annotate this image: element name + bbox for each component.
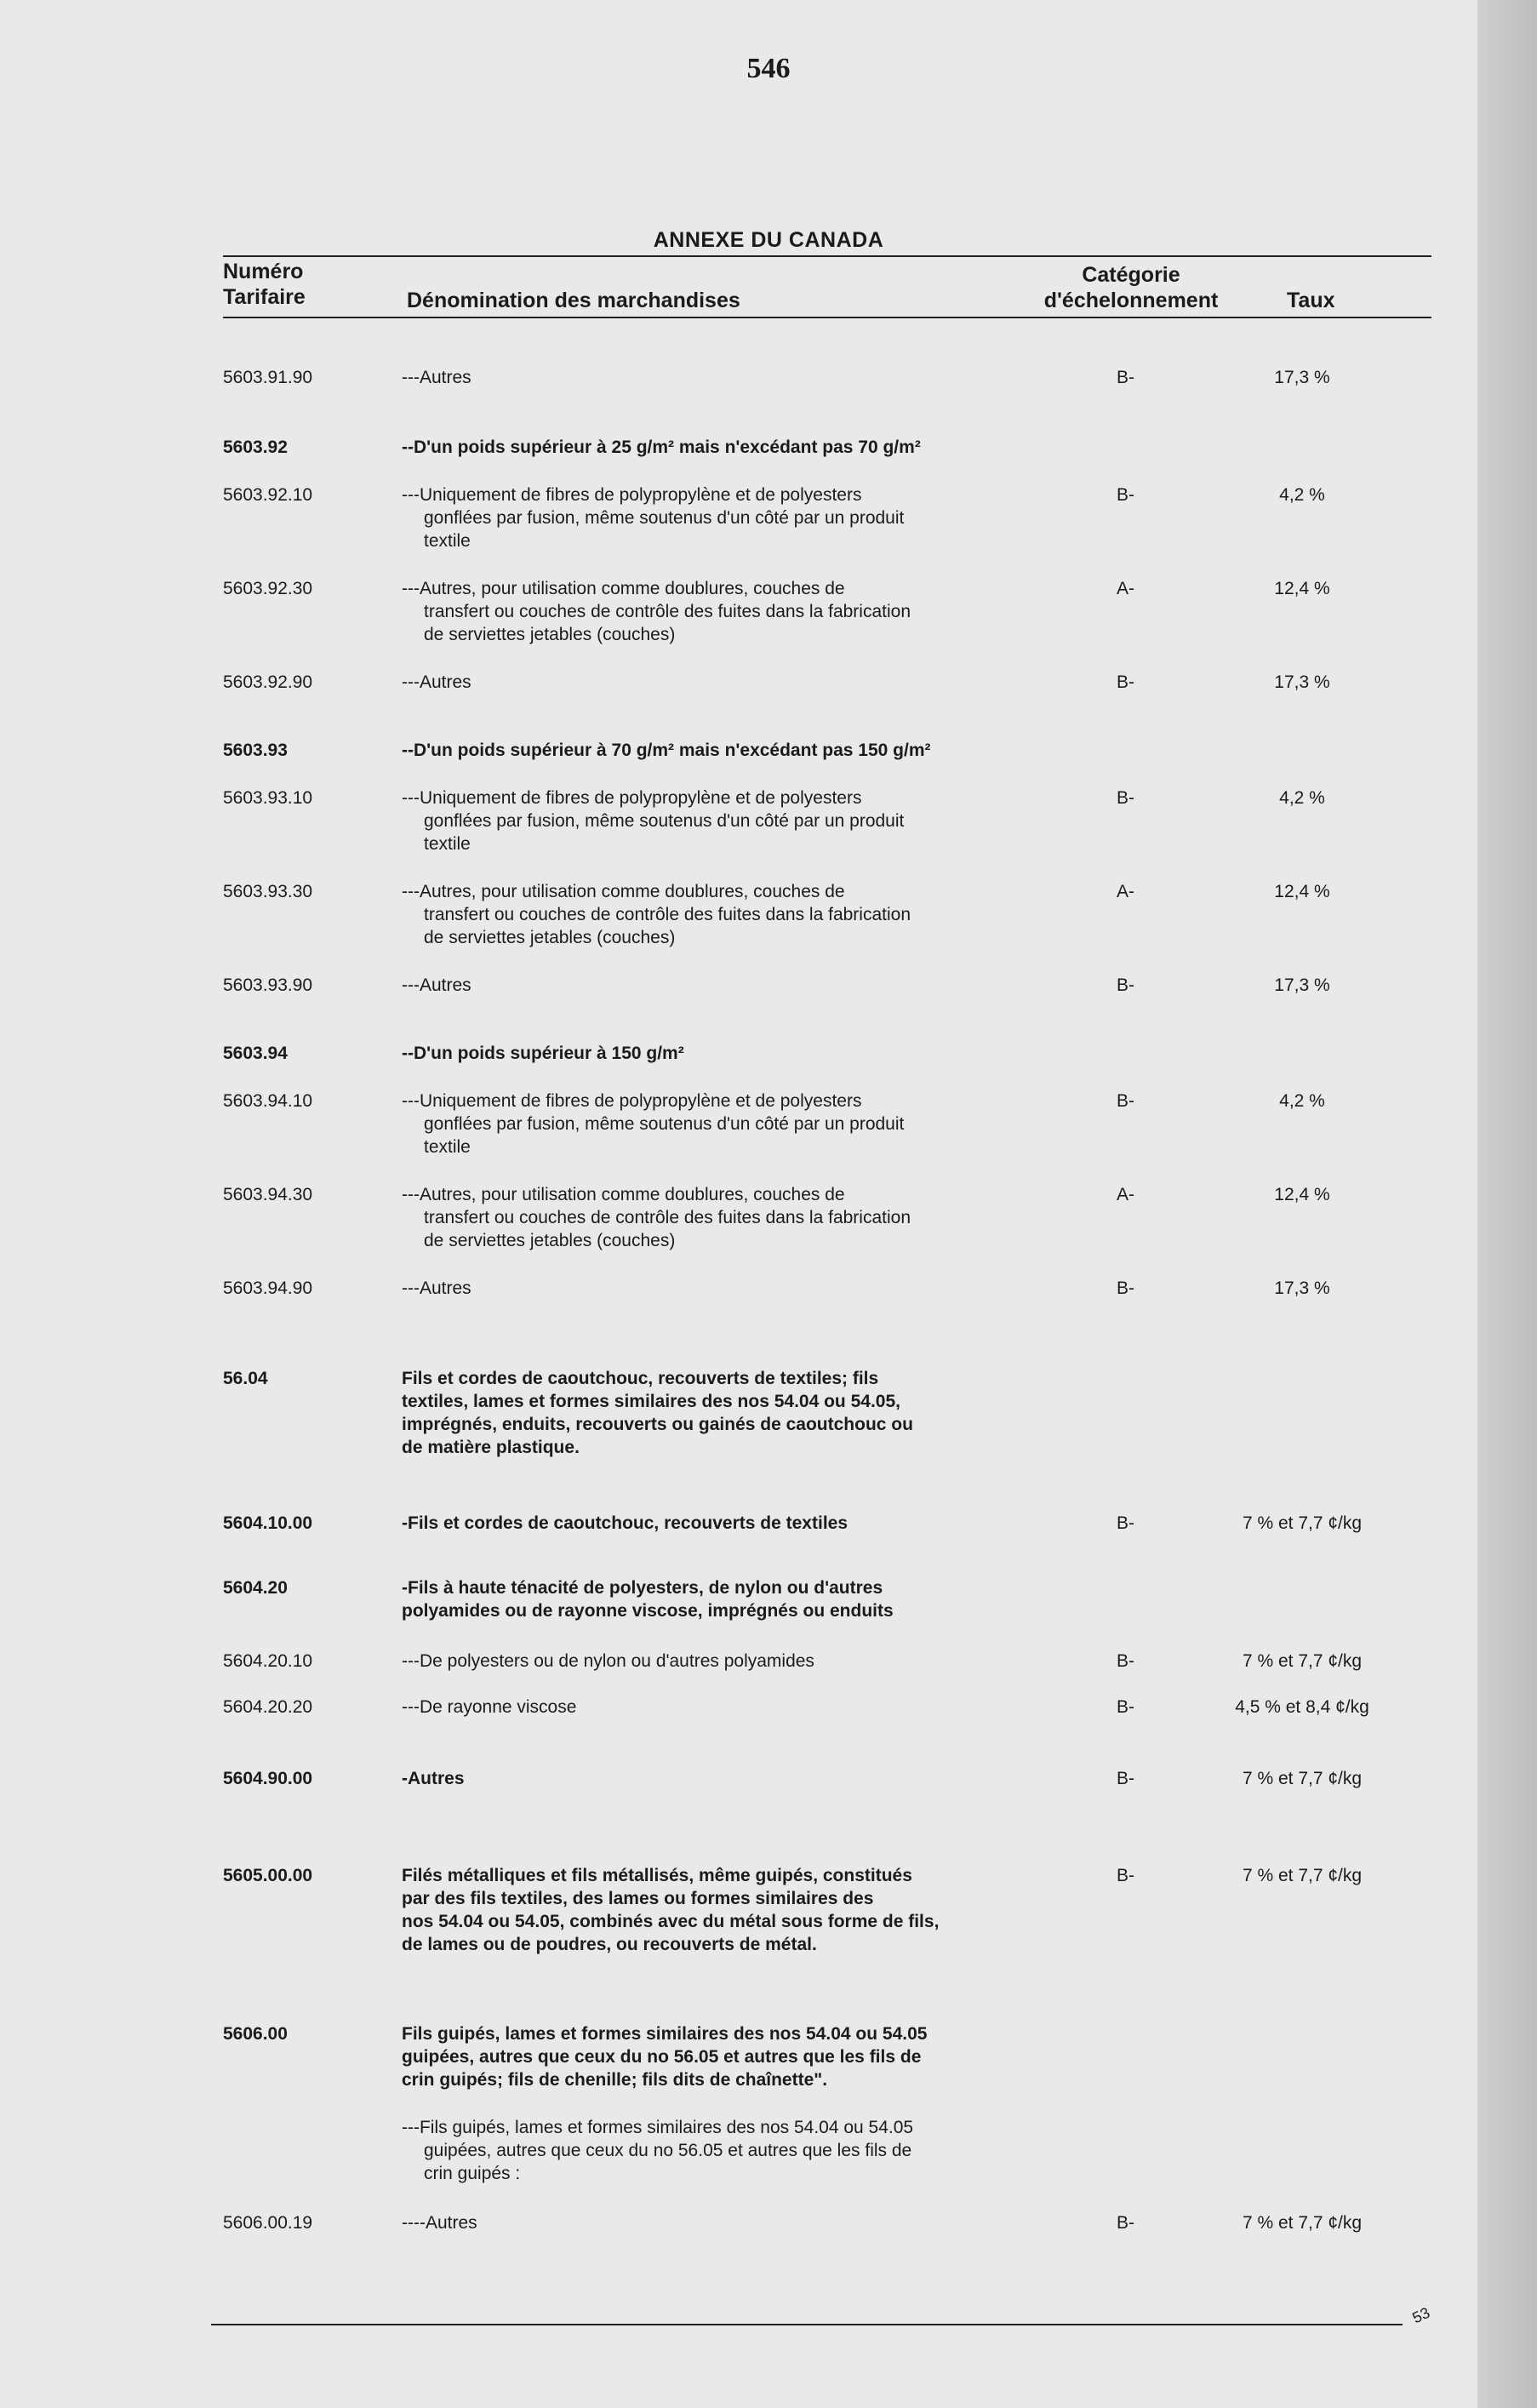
header-bottom-rule — [223, 317, 1431, 318]
staging-category: B- — [1117, 1866, 1134, 1885]
description-line: ---Uniquement de fibres de polypropylène et de polyesters — [402, 788, 862, 808]
tariff-rate: 7 % et 7,7 ¢/kg — [1242, 2213, 1363, 2233]
staging-category: B- — [1117, 368, 1134, 387]
goods-description — [402, 671, 980, 694]
tariff-code: 5604.90.00 — [223, 1769, 313, 1788]
staging-category: B- — [1117, 1513, 1134, 1533]
description-line: gonflées par fusion, même soutenus d'un côté par un produit — [424, 811, 905, 831]
tariff-code: 5603.92.10 — [223, 485, 313, 505]
page-edge-shadow — [1477, 0, 1537, 2408]
goods-description — [402, 974, 980, 997]
description-line: textile — [424, 531, 471, 551]
description-line: ---Autres, pour utilisation comme doublures, couches de — [402, 1185, 845, 1204]
description-line: imprégnés, enduits, recouverts ou gainés de caoutchouc ou — [402, 1415, 913, 1434]
tariff-code: 5604.10.00 — [223, 1513, 313, 1533]
description-line: crin guipés : — [424, 2164, 521, 2183]
description-line: Filés métalliques et fils métallisés, même guipés, constitués — [402, 1866, 912, 1885]
goods-description — [402, 1512, 980, 1535]
staging-category: B- — [1117, 1769, 1134, 1788]
goods-description — [402, 366, 980, 389]
tariff-code: 5603.92 — [223, 438, 288, 457]
description-line: --D'un poids supérieur à 70 g/m² mais n'excédant pas 150 g/m² — [402, 741, 931, 760]
description-line: ---Autres — [402, 1278, 471, 1298]
description-line: ----Autres — [402, 2213, 477, 2233]
description-line: textile — [424, 834, 471, 854]
header-category-line2: d'échelonnement — [1043, 289, 1219, 312]
goods-description — [402, 739, 980, 762]
tariff-code: 5603.94.10 — [223, 1091, 313, 1111]
description-line: de serviettes jetables (couches) — [424, 1231, 676, 1250]
tariff-rate: 17,3 % — [1274, 368, 1330, 387]
tariff-rate: 12,4 % — [1274, 882, 1330, 901]
goods-description — [402, 786, 980, 855]
description-line: -Fils à haute ténacité de polyesters, de nylon ou d'autres — [402, 1578, 883, 1598]
description-line: --D'un poids supérieur à 25 g/m² mais n'excédant pas 70 g/m² — [402, 438, 921, 457]
description-line: -Fils et cordes de caoutchouc, recouverts de textiles — [402, 1513, 848, 1533]
description-line: ---Autres, pour utilisation comme doublures, couches de — [402, 579, 845, 598]
description-line: de serviettes jetables (couches) — [424, 928, 676, 947]
description-line: ---Uniquement de fibres de polypropylène et de polyesters — [402, 485, 862, 505]
annex-title: ANNEXE DU CANADA — [653, 228, 884, 252]
description-line: transfert ou couches de contrôle des fuites dans la fabrication — [424, 1208, 911, 1227]
staging-category: B- — [1117, 788, 1134, 808]
staging-category: B- — [1117, 975, 1134, 995]
tariff-code: 5603.93.30 — [223, 882, 313, 901]
staging-category: B- — [1117, 485, 1134, 505]
goods-description — [402, 1277, 980, 1300]
staging-category: B- — [1117, 1697, 1134, 1717]
goods-description — [402, 577, 980, 646]
description-line: ---Uniquement de fibres de polypropylène et de polyesters — [402, 1091, 862, 1111]
tariff-rate: 17,3 % — [1274, 672, 1330, 692]
tariff-code: 5606.00.19 — [223, 2213, 313, 2233]
goods-description — [402, 1576, 980, 1622]
tariff-rate: 7 % et 7,7 ¢/kg — [1242, 1651, 1363, 1671]
description-line: textile — [424, 1137, 471, 1157]
description-line: de matière plastique. — [402, 1438, 580, 1457]
tariff-rate: 7 % et 7,7 ¢/kg — [1242, 1866, 1363, 1885]
description-line: transfert ou couches de contrôle des fuites dans la fabrication — [424, 905, 911, 924]
header-category — [1033, 262, 1229, 313]
tariff-code: 5603.93.90 — [223, 975, 313, 995]
description-line: ---De rayonne viscose — [402, 1697, 577, 1717]
tariff-code: 5603.94 — [223, 1044, 288, 1063]
goods-description — [402, 1767, 980, 1790]
staging-category: B- — [1117, 2213, 1134, 2233]
description-line: textiles, lames et formes similaires des nos 54.04 ou 54.05, — [402, 1392, 900, 1411]
description-line: ---Autres — [402, 368, 471, 387]
footer-number: 53 — [1409, 2303, 1433, 2327]
tariff-rate: 7 % et 7,7 ¢/kg — [1242, 1769, 1363, 1788]
goods-description — [402, 1042, 980, 1065]
staging-category: B- — [1117, 672, 1134, 692]
staging-category: B- — [1117, 1278, 1134, 1298]
tariff-rate: 4,2 % — [1279, 788, 1325, 808]
tariff-rate: 7 % et 7,7 ¢/kg — [1242, 1513, 1363, 1533]
header-tariff-line2: Tarifaire — [223, 285, 306, 309]
staging-category: A- — [1117, 1185, 1134, 1204]
header-top-rule — [223, 255, 1431, 257]
header-rate: Taux — [1287, 289, 1335, 312]
footer-rule — [211, 2324, 1403, 2325]
description-line: de lames ou de poudres, ou recouverts de métal. — [402, 1935, 817, 1954]
description-line: Fils et cordes de caoutchouc, recouverts de textiles; fils — [402, 1369, 879, 1388]
tariff-code: 5603.92.90 — [223, 672, 313, 692]
tariff-code: 5603.93.10 — [223, 788, 313, 808]
goods-description — [402, 1090, 980, 1158]
description-line: de serviettes jetables (couches) — [424, 625, 676, 644]
goods-description — [402, 2116, 980, 2185]
page-number: 546 — [746, 53, 791, 84]
tariff-code: 5604.20 — [223, 1578, 288, 1598]
description-line: ---Autres — [402, 975, 471, 995]
goods-description — [402, 1650, 980, 1673]
description-line: ---Autres, pour utilisation comme doublures, couches de — [402, 882, 845, 901]
tariff-code: 5604.20.10 — [223, 1651, 313, 1671]
goods-description — [402, 1864, 980, 1956]
description-line: ---De polyesters ou de nylon ou d'autres polyamides — [402, 1651, 814, 1671]
description-line: gonflées par fusion, même soutenus d'un côté par un produit — [424, 1114, 905, 1134]
description-line: guipées, autres que ceux du no 56.05 et autres que les fils de — [402, 2047, 922, 2067]
header-description: Dénomination des marchandises — [407, 289, 740, 312]
goods-description — [402, 1183, 980, 1252]
description-line: polyamides ou de rayonne viscose, imprégnés ou enduits — [402, 1601, 894, 1621]
tariff-code: 5603.94.30 — [223, 1185, 313, 1204]
staging-category: B- — [1117, 1091, 1134, 1111]
tariff-rate: 12,4 % — [1274, 1185, 1330, 1204]
header-tariff-line1: Numéro — [223, 260, 304, 283]
description-line: --D'un poids supérieur à 150 g/m² — [402, 1044, 684, 1063]
description-line: ---Autres — [402, 672, 471, 692]
tariff-rate: 17,3 % — [1274, 1278, 1330, 1298]
tariff-rate: 12,4 % — [1274, 579, 1330, 598]
staging-category: B- — [1117, 1651, 1134, 1671]
description-line: transfert ou couches de contrôle des fuites dans la fabrication — [424, 602, 911, 621]
tariff-rate: 4,2 % — [1279, 1091, 1325, 1111]
tariff-code: 5603.92.30 — [223, 579, 313, 598]
tariff-rate: 4,5 % et 8,4 ¢/kg — [1235, 1697, 1369, 1717]
goods-description — [402, 1367, 980, 1459]
description-line: Fils guipés, lames et formes similaires des nos 54.04 ou 54.05 — [402, 2024, 928, 2044]
description-line: gonflées par fusion, même soutenus d'un côté par un produit — [424, 508, 905, 528]
goods-description — [402, 1696, 980, 1719]
header-tariff-number — [223, 259, 306, 310]
tariff-code: 5606.00 — [223, 2024, 288, 2044]
tariff-code: 5603.93 — [223, 741, 288, 760]
staging-category: A- — [1117, 882, 1134, 901]
description-line: par des fils textiles, des lames ou formes similaires des — [402, 1889, 874, 1908]
tariff-code: 5603.94.90 — [223, 1278, 313, 1298]
goods-description — [402, 483, 980, 552]
tariff-code: 56.04 — [223, 1369, 268, 1388]
goods-description — [402, 2022, 980, 2091]
goods-description — [402, 436, 980, 459]
tariff-code: 5604.20.20 — [223, 1697, 313, 1717]
tariff-rate: 4,2 % — [1279, 485, 1325, 505]
goods-description — [402, 2211, 980, 2234]
description-line: guipées, autres que ceux du no 56.05 et autres que les fils de — [424, 2141, 912, 2160]
description-line: nos 54.04 ou 54.05, combinés avec du métal sous forme de fils, — [402, 1912, 940, 1931]
description-line: -Autres — [402, 1769, 465, 1788]
goods-description — [402, 880, 980, 949]
description-line: ---Fils guipés, lames et formes similaires des nos 54.04 ou 54.05 — [402, 2118, 914, 2137]
tariff-rate: 17,3 % — [1274, 975, 1330, 995]
staging-category: A- — [1117, 579, 1134, 598]
tariff-code: 5605.00.00 — [223, 1866, 313, 1885]
tariff-code: 5603.91.90 — [223, 368, 313, 387]
description-line: crin guipés; fils de chenille; fils dits de chaînette". — [402, 2070, 828, 2090]
header-category-line1: Catégorie — [1082, 263, 1180, 287]
